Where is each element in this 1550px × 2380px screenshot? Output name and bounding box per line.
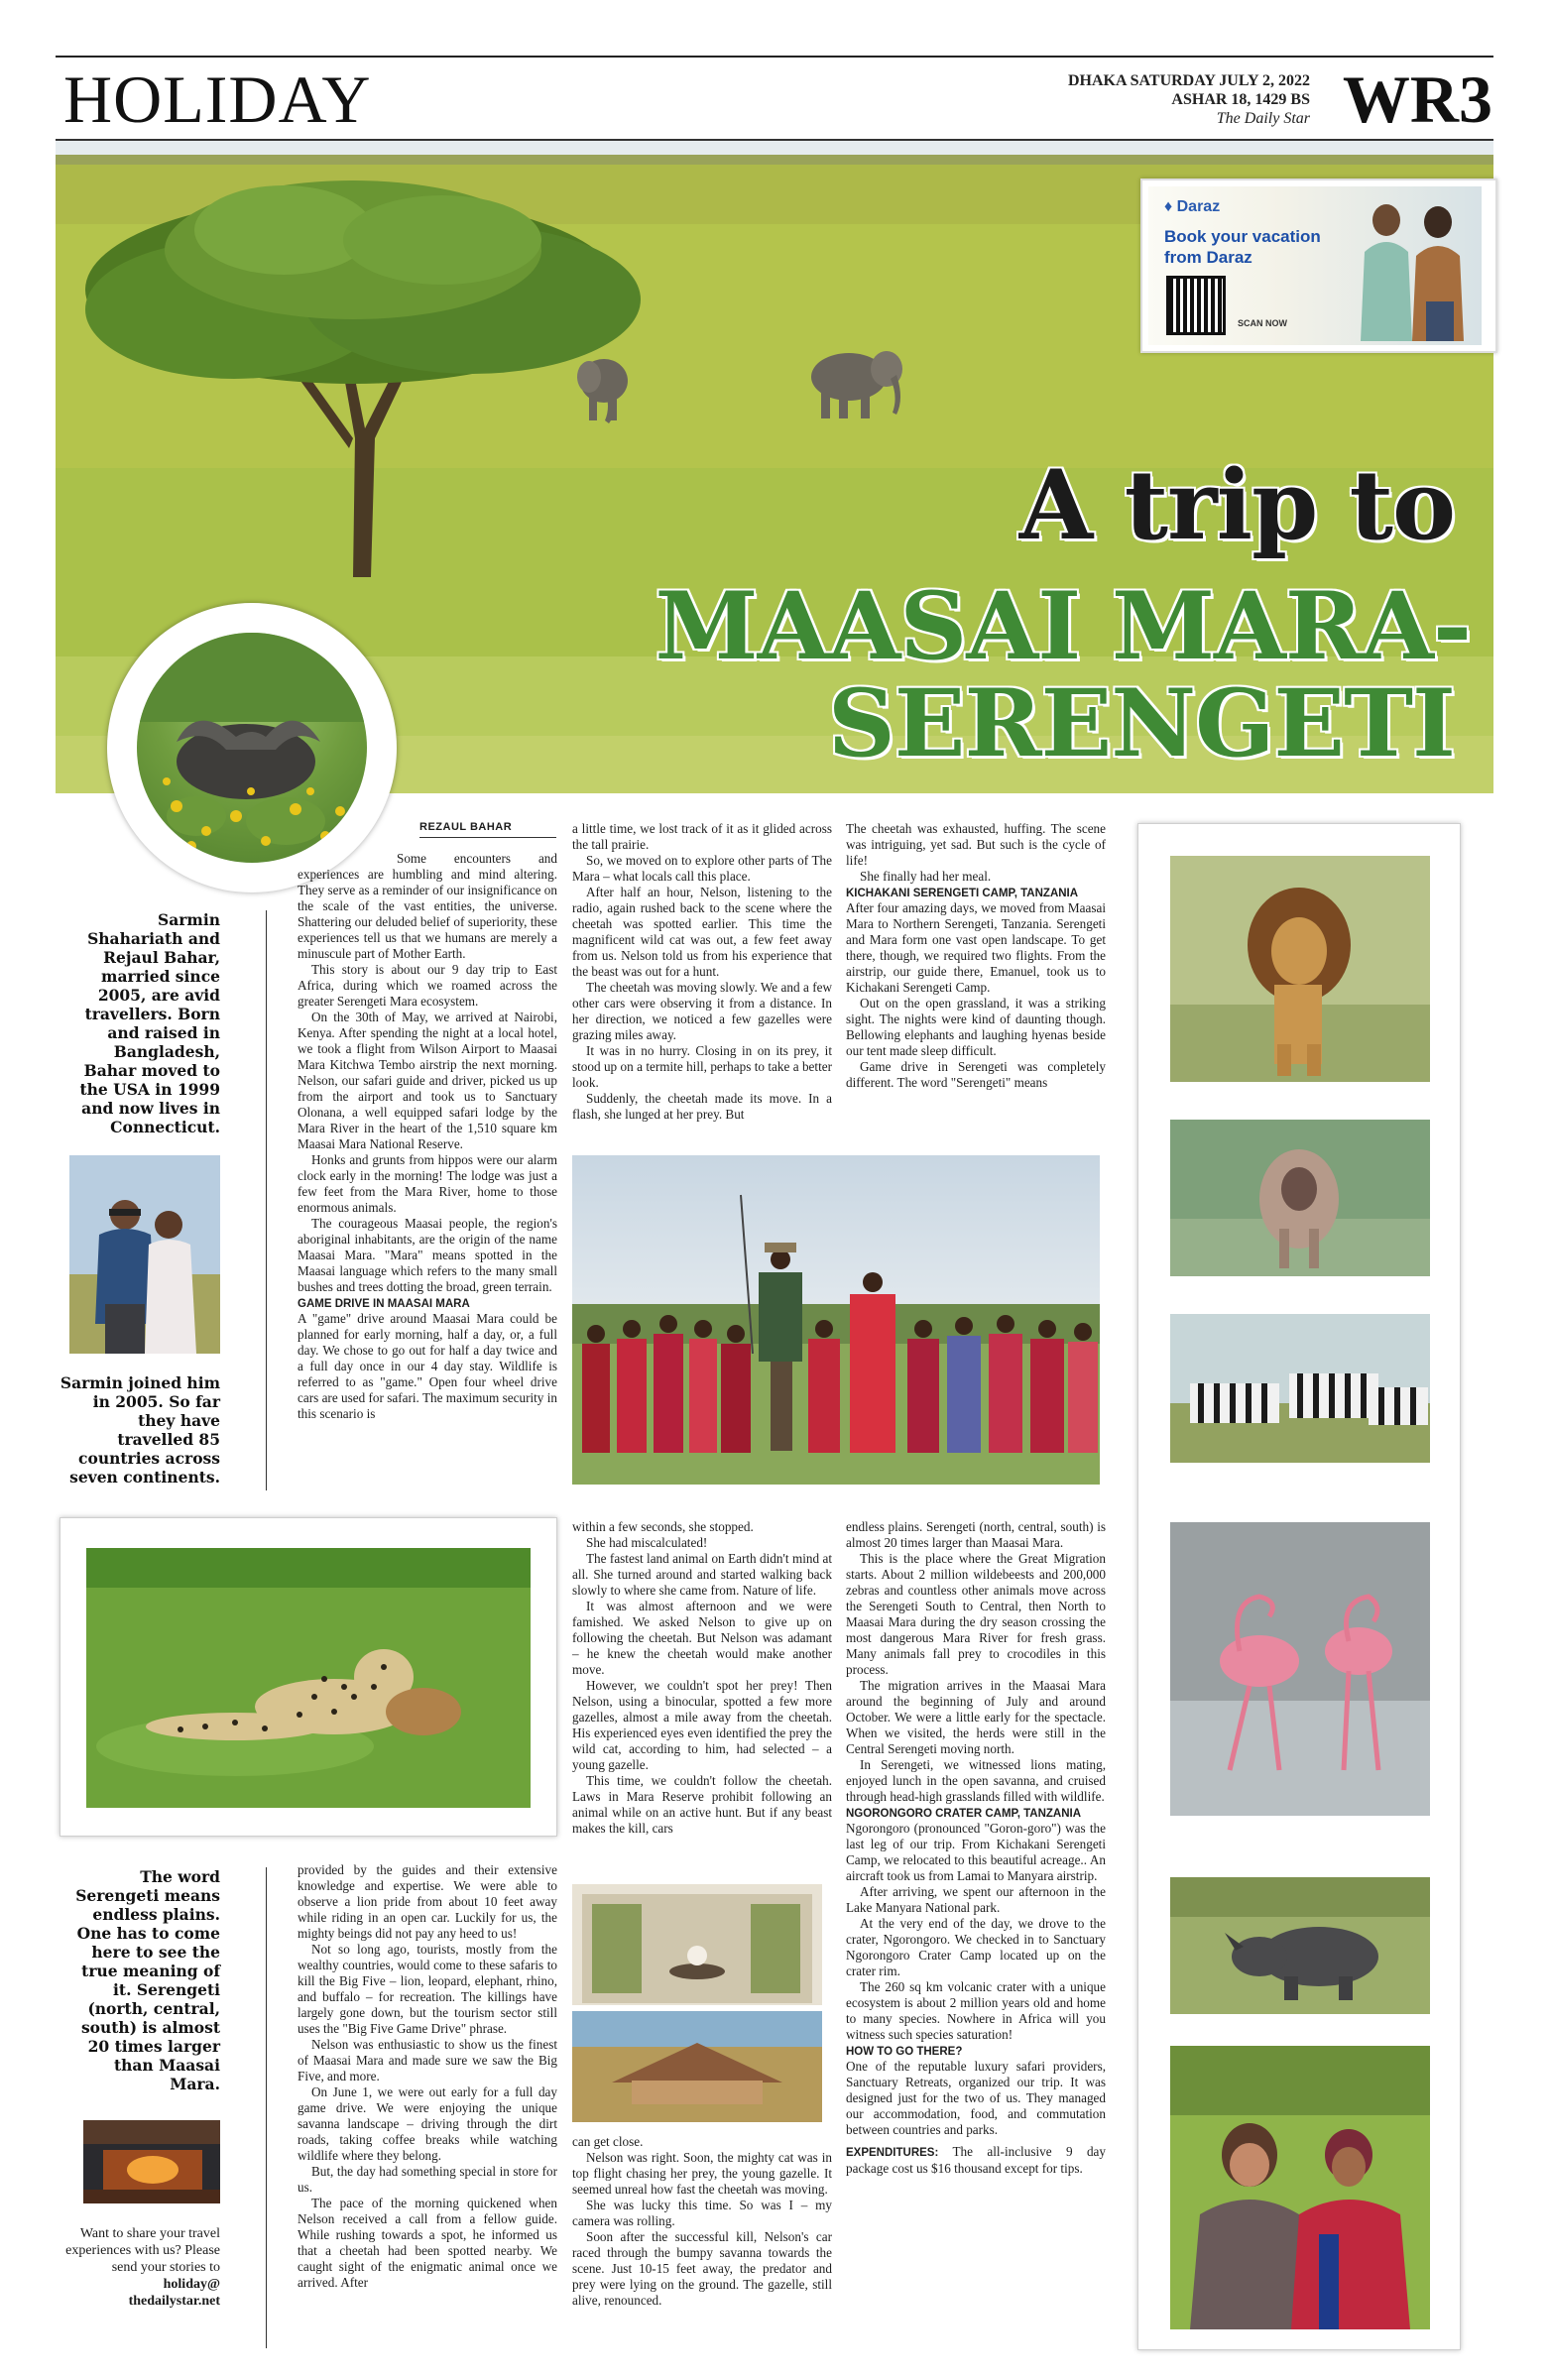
bangla-date: ASHAR 18, 1429 BS [1171, 91, 1310, 108]
travellers-photo [1170, 2046, 1430, 2329]
paragraph: She was lucky this time. So was I – my camera was rolling. [572, 2198, 832, 2228]
paragraph: provided by the guides and their extensive knowledge and expertise. We were able to observe a lion pride from about 10 feet away while riding in an open car. Luckily for us, the mighty beings did not pay any heed to us! [298, 1862, 557, 1941]
paragraph: within a few seconds, she stopped. [572, 1519, 754, 1534]
paragraph: After half an hour, Nelson, listening to the radio, again rushed back to the scene where the cheetah was spotted earlier. This time the magnificent wild cat was out, a few feet away from us. Nelson told us from his experience that the beast was out for a hunt. [572, 885, 832, 979]
headline-line-2: MAASAI MARA- [655, 572, 1471, 681]
article-column-2-cont [572, 1519, 832, 1837]
byline-rule [419, 837, 556, 838]
paragraph: Game drive in Serengeti was completely different. The word "Serengeti" means [846, 1059, 1106, 1090]
paragraph: The migration arrives in the Maasai Mara around the beginning of July and around October. We were a little early for the spectacle. When we visited, the herds were still in the Central Serengeti moving north. [846, 1678, 1106, 1756]
article-column-2 [572, 821, 832, 1123]
paragraph: So, we moved on to explore other parts of The Mara – what locals call this place. [572, 853, 832, 884]
promo-email-1[interactable]: holiday@ [163, 2277, 220, 2292]
subheading: KICHAKANI SERENGETI CAMP, TANZANIA [846, 888, 1079, 899]
paragraph: This time, we couldn't follow the cheetah. Laws in Mara Reserve prohibit following an animal while on an active hunt. But if any beast makes the kill, cars [572, 1773, 832, 1836]
rhino-photo [1170, 1877, 1430, 2014]
submission-promo [60, 2225, 220, 2310]
article-column-3 [846, 821, 1106, 1091]
paragraph: endless plains. Serengeti (north, central, south) is almost 20 times larger than Maasai Mara. [846, 1519, 1106, 1550]
paragraph: She had miscalculated! [586, 1535, 708, 1550]
flamingo-photo [1170, 1522, 1430, 1816]
hyena-image [1170, 1120, 1430, 1276]
paragraph: Nelson was right. Soon, the mighty cat was in top flight chasing her prey, the young gazelle. It seemed unreal how fast the cheetah was moving. [572, 2150, 832, 2197]
subheading: HOW TO GO THERE? [846, 2046, 963, 2058]
zebra-image [1170, 1314, 1430, 1463]
headline-line-3: SERENGETI [827, 669, 1455, 778]
paragraph: One of the reputable luxury safari providers, Sanctuary Retreats, organized our trip. It was designed just for the two of us. They managed our accommodation, food, and commutation between countries and parks. [846, 2059, 1106, 2137]
flamingo-image [1170, 1522, 1430, 1816]
column-rule-1 [266, 910, 267, 1490]
top-rule [56, 56, 1493, 58]
ad-line1: Book your vacation [1164, 227, 1321, 246]
hyena-photo [1170, 1120, 1430, 1276]
promo-text: Want to share your travel experiences with us? Please send your stories to [65, 2226, 220, 2275]
paragraph: This story is about our 9 day trip to East Africa, during which we roamed across the greater Serengeti Mara ecosystem. [298, 962, 557, 1009]
buffalo-photo [137, 633, 367, 863]
paragraph: Ngorongoro (pronounced "Goron-goro") was the last leg of our trip. From Kichakani Serengeti Camp, we relocated to this beautiful acreage.. An aircraft took us from Lamai to Manyara airstrip. [846, 1821, 1106, 1883]
paragraph: Not so long ago, tourists, mostly from the wealthy countries, would come to these safaris to kill the Big Five – lion, leopard, elephant, rhino, and buffalo – for recreation. The killings have largely gone down, but the tourism sector still uses the "Big Five Game Drive" phrase. [298, 1942, 557, 2036]
paragraph: The pace of the morning quickened when Nelson received a call from a fellow guide. While rushing towards a spot, he informed us that a cheetah had been spotted nearby. We caught sight of the enigmatic animal once we arrived. After [298, 2196, 557, 2290]
paragraph: Honks and grunts from hippos were our alarm clock early in the morning! The lodge was just a few feet from the Mara River, home to those enormous animals. [298, 1152, 557, 1215]
buffalo-image [137, 633, 367, 863]
expenditures-text: The all-inclusive 9 day package cost us $16 thousand except for tips. [846, 2144, 1106, 2176]
serengeti-pullquote: The word Serengeti means endless plains. One has to come here to see the true meaning of it. Serengeti (north, central, south) is almost 20 times larger than Maasai Mara. [75, 1867, 220, 2093]
header-rule [56, 139, 1493, 141]
paragraph: a little time, we lost track of it as it glided across the tall prairie. [572, 821, 832, 852]
paragraph: On the 30th of May, we arrived at Nairobi, Kenya. After spending the night at a local hotel, we took a flight from Wilson Airport to Maasai Mara Kitchwa Tembo airstrip the next morning. Nelson, our safari guide and driver, picked us up from the airport and took us to Sanctuary Olonana, a well equipped safari lodge by the Mara River in the heart of the 1,510 square km Maasai Mara National Reserve. [298, 1010, 557, 1151]
ad-line2: from Daraz [1164, 248, 1252, 267]
ad-headline [1164, 226, 1321, 268]
ad-brand: ♦ Daraz [1164, 198, 1221, 215]
wildlife-photo-panel [1137, 823, 1461, 2350]
camp-interior-image [572, 1884, 822, 2122]
section-title: HOLIDAY [63, 61, 372, 137]
paragraph: After four amazing days, we moved from Maasai Mara to Northern Serengeti, Tanzania. Serengeti and Mara form one vast open landscape. To get there, though, we required two flights. From the airstrip, our guide there, Emanuel, took us to Kichakani Serengeti Camp. [846, 900, 1106, 995]
paragraph: Out on the open grassland, it was a striking sight. The nights were kind of daunting though. Bellowing elephants and laughing hyenas beside our tent made sleep difficult. [846, 996, 1106, 1058]
paragraph: It was almost afternoon and we were famished. We asked Nelson to give up on following the cheetah. But Nelson was adamant – he knew the cheetah would make another move. [572, 1599, 832, 1677]
article-column-2-end [572, 2134, 832, 2309]
subheading: GAME DRIVE IN MAASAI MARA [298, 1298, 470, 1310]
paragraph: On June 1, we were out early for a full day game drive. We were enjoying the unique savanna landscape – driving through the dirt roads, taking coffee breaks while watching wildlife where they belong. [298, 2084, 557, 2163]
paragraph: But, the day had something special in store for us. [298, 2164, 557, 2195]
paragraph: She finally had her meal. [860, 869, 992, 884]
maasai-people-photo [572, 1155, 1100, 1485]
tent-night-photo [83, 2120, 220, 2203]
zebra-photo [1170, 1314, 1430, 1463]
travellers-image [1170, 2046, 1430, 2329]
paragraph: A "game" drive around Maasai Mara could be planned for early morning, half a day, or, a full day. We chose to go out for half a day twice and a full day once in our 4 day stay. Wildlife is referred to as "game." Open four wheel drive cars are used for safari. The maximum security in this scenario is [298, 1311, 557, 1421]
headline-line-1: A trip to [1018, 449, 1455, 561]
paragraph: The courageous Maasai people, the region's aboriginal inhabitants, are the origin of the name Maasai Mara. "Mara" means spotted in the Maasai language which refers to the many small bushes and trees dotting the broad, green terrain. [298, 1216, 557, 1294]
paragraph: It was in no hurry. Closing in on its prey, it stood up on a termite hill, perhaps to take a better look. [572, 1043, 832, 1090]
column-rule-2 [266, 1867, 267, 2348]
paragraph: At the very end of the day, we drove to the crater, Ngorongoro. We checked in to Sanctuary Ngorongoro Crater Camp located up on the crater rim. [846, 1916, 1106, 1978]
paragraph: Soon after the successful kill, Nelson's car raced through the bumpy savanna towards the scene. Just 10-15 feet away, the predator and prey were lying on the ground. The gazelle, still alive, renounced. [572, 2229, 832, 2308]
article-column-1 [298, 851, 557, 1422]
promo-email-2[interactable]: thedailystar.net [128, 2294, 220, 2309]
paragraph: The 260 sq km volcanic crater with a unique ecosystem is about 2 million years old and home to many species. Nowhere in Africa will you witness such species saturation! [846, 1979, 1106, 2042]
paragraph: The fastest land animal on Earth didn't mind at all. She turned around and started walking back slowly to where she came from. Nature of life. [572, 1551, 832, 1598]
rhino-image [1170, 1877, 1430, 2014]
expenditures-label: EXPENDITURES: [846, 2147, 939, 2159]
ad-couple-image [1347, 192, 1476, 341]
paragraph: The cheetah was moving slowly. We and a few other cars were observing it from a distance. In her direction, we noticed a few gazelles were grazing miles away. [572, 980, 832, 1042]
travel-pullquote: Sarmin joined him in 2005. So far they have travelled 85 countries across seven continents. [60, 1373, 220, 1487]
paragraph: can get close. [572, 2134, 644, 2149]
paragraph: However, we couldn't spot her prey! Then Nelson, using a binocular, spotted a few more gazelles, almost a mile away from the cheetah. His experienced eyes even identified the prey the wild cat, according to him, had selected – a young gazelle. [572, 1678, 832, 1772]
paragraph: In Serengeti, we witnessed lions mating, enjoyed lunch in the open savanna, and cruised through head-high grasslands filled with wildlife. [846, 1757, 1106, 1804]
lion-photo [1170, 856, 1430, 1082]
ad-panel [1148, 186, 1482, 345]
ad-cta[interactable]: SCAN NOW [1238, 318, 1287, 328]
maasai-image [572, 1155, 1100, 1485]
author-bio-pullquote: Sarmin Shahariath and Rejaul Bahar, married since 2005, are avid travellers. Born and raised in Bangladesh, Bahar moved to the USA in 1999 and now lives in Connecticut. [79, 910, 220, 1136]
date: DHAKA SATURDAY JULY 2, 2022 [1067, 72, 1310, 89]
paragraph: After arriving, we spent our afternoon in the Lake Manyara National park. [846, 1884, 1106, 1915]
camp-photos [572, 1884, 822, 2122]
page-number: WR3 [1342, 61, 1492, 137]
tent-night-image [83, 2120, 220, 2203]
byline: REZAUL BAHAR [419, 821, 513, 833]
paper-name: The Daily Star [1216, 110, 1310, 127]
daraz-ad[interactable] [1140, 178, 1497, 353]
subheading: NGORONGORO CRATER CAMP, TANZANIA [846, 1808, 1082, 1820]
authors-photo [69, 1155, 220, 1354]
cheetah-photo [86, 1548, 531, 1808]
couple-image [69, 1155, 220, 1354]
cheetah-photo-frame [60, 1517, 557, 1837]
buffalo-photo-circle [107, 603, 397, 892]
cheetah-image [86, 1548, 531, 1808]
lion-image [1170, 856, 1430, 1082]
qr-code-icon[interactable] [1166, 276, 1226, 335]
paragraph: The cheetah was exhausted, huffing. The scene was intriguing, yet sad. But such is the cycle of life! [846, 821, 1106, 868]
paragraph: This is the place where the Great Migration starts. About 2 million wildebeests and 200,000 zebras and countless other animals move across the Serengeti South to Central, then North to Maasai Mara during the dry season crossing the most dangerous Mara River for fresh grass. Many animals fall prey to crocodiles in this process. [846, 1551, 1106, 1677]
ad-brand-name: Daraz [1176, 198, 1221, 215]
paragraph: Some encounters and experiences are humbling and mind altering. They serve as a reminder of our insignificance on the scale of the vast entities, the universe. Shattering our deluded belief of superiority, these experiences tell us that we humans are merely a minuscule part of Mother Earth. [298, 851, 557, 961]
dateline [1068, 71, 1310, 128]
article-column-3-cont [846, 1519, 1106, 2177]
paragraph: Suddenly, the cheetah made its move. In a flash, she lunged at her prey. But [572, 1091, 832, 1122]
paragraph: Nelson was enthusiastic to show us the finest of Maasai Mara and made sure we saw the Big Five, and more. [298, 2037, 557, 2083]
article-column-1-cont [298, 1862, 557, 2291]
expenditures [846, 2144, 1106, 2177]
